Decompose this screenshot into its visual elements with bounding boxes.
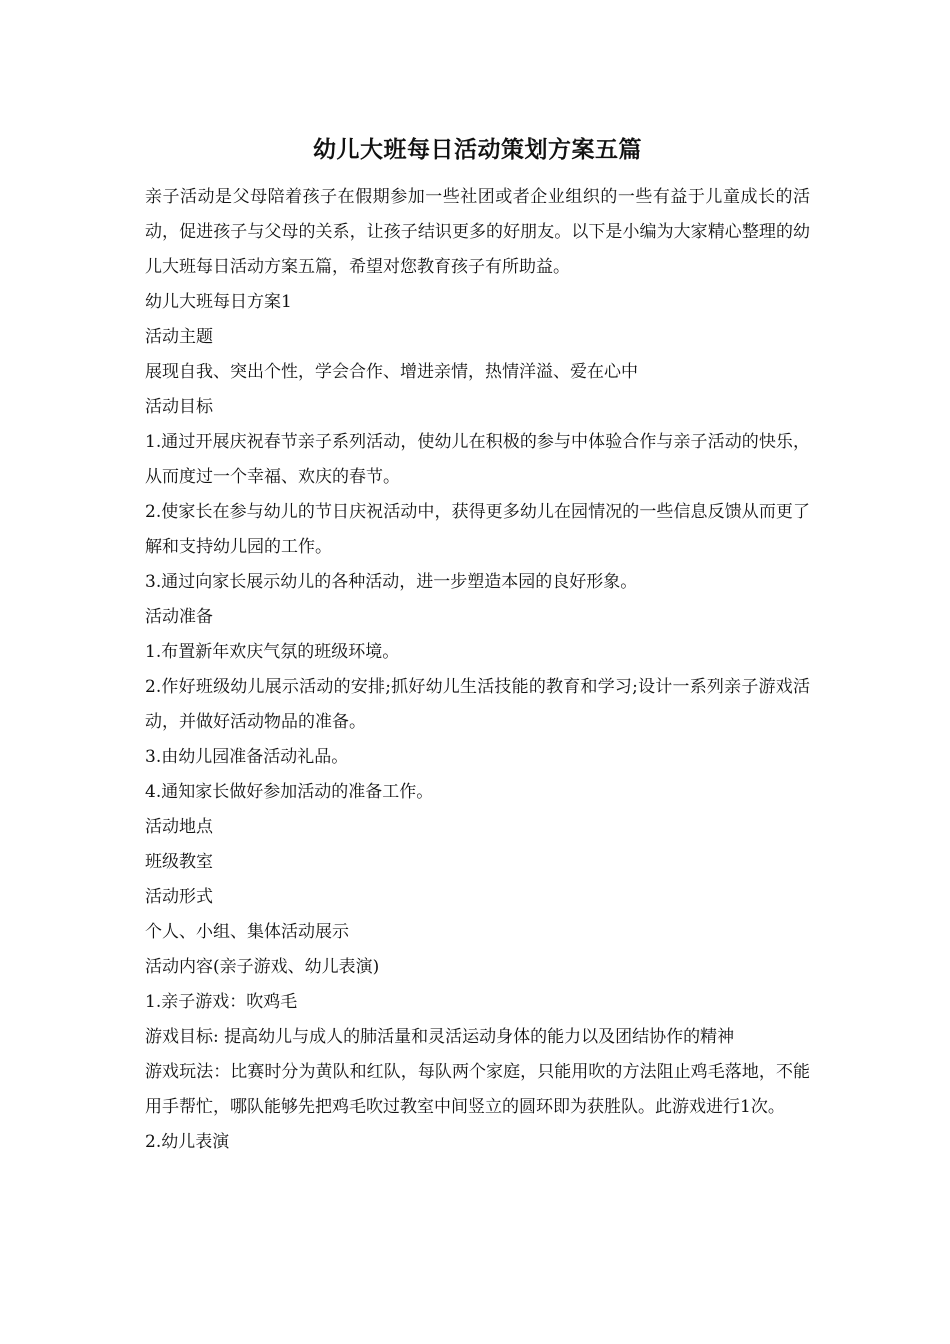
goal-item-1: 1.通过开展庆祝春节亲子系列活动，使幼儿在积极的参与中体验合作与亲子活动的快乐，从而度过一个幸福、欢庆的春节。: [145, 432, 810, 487]
section-heading-location: 活动地点: [145, 817, 213, 837]
location-text: 班级教室: [145, 852, 213, 872]
section-heading-goals: 活动目标: [145, 397, 213, 417]
preparation-item-2: 2.作好班级幼儿展示活动的安排;抓好幼儿生活技能的教育和学习;设计一系列亲子游戏活动，并做好活动物品的准备。: [145, 677, 810, 732]
document-title: 幼儿大班每日活动策划方案五篇: [313, 136, 642, 163]
content-item-1: 1.亲子游戏：吹鸡毛: [145, 992, 298, 1012]
section-heading-plan-1: 幼儿大班每日方案1: [145, 292, 292, 312]
preparation-item-1: 1.布置新年欢庆气氛的班级环境。: [145, 642, 400, 662]
section-heading-format: 活动形式: [145, 887, 213, 907]
preparation-item-3: 3.由幼儿园准备活动礼品。: [145, 747, 349, 767]
section-heading-theme: 活动主题: [145, 327, 213, 347]
section-heading-content: 活动内容(亲子游戏、幼儿表演): [145, 957, 380, 977]
intro-paragraph: 亲子活动是父母陪着孩子在假期参加一些社团或者企业组织的一些有益于儿童成长的活动，促进孩子与父母的关系，让孩子结识更多的好朋友。以下是小编为大家精心整理的幼儿大班每日活动方案五篇，希望对您教育孩子有所助益。: [145, 187, 810, 277]
theme-text: 展现自我、突出个性，学会合作、增进亲情，热情洋溢、爱在心中: [145, 362, 638, 382]
format-text: 个人、小组、集体活动展示: [145, 922, 349, 942]
game-goal-text: 游戏目标: 提高幼儿与成人的肺活量和灵活运动身体的能力以及团结协作的精神: [145, 1027, 735, 1047]
preparation-item-4: 4.通知家长做好参加活动的准备工作。: [145, 782, 434, 802]
document-body: [145, 130, 810, 1160]
game-rules-text: 游戏玩法：比赛时分为黄队和红队，每队两个家庭，只能用吹的方法阻止鸡毛落地，不能用手帮忙，哪队能够先把鸡毛吹过教室中间竖立的圆环即为获胜队。此游戏进行1次。: [145, 1062, 810, 1117]
section-heading-preparation: 活动准备: [145, 607, 213, 627]
goal-item-2: 2.使家长在参与幼儿的节日庆祝活动中，获得更多幼儿在园情况的一些信息反馈从而更了解和支持幼儿园的工作。: [145, 502, 810, 557]
content-item-2: 2.幼儿表演: [145, 1132, 230, 1152]
goal-item-3: 3.通过向家长展示幼儿的各种活动，进一步塑造本园的良好形象。: [145, 572, 638, 592]
